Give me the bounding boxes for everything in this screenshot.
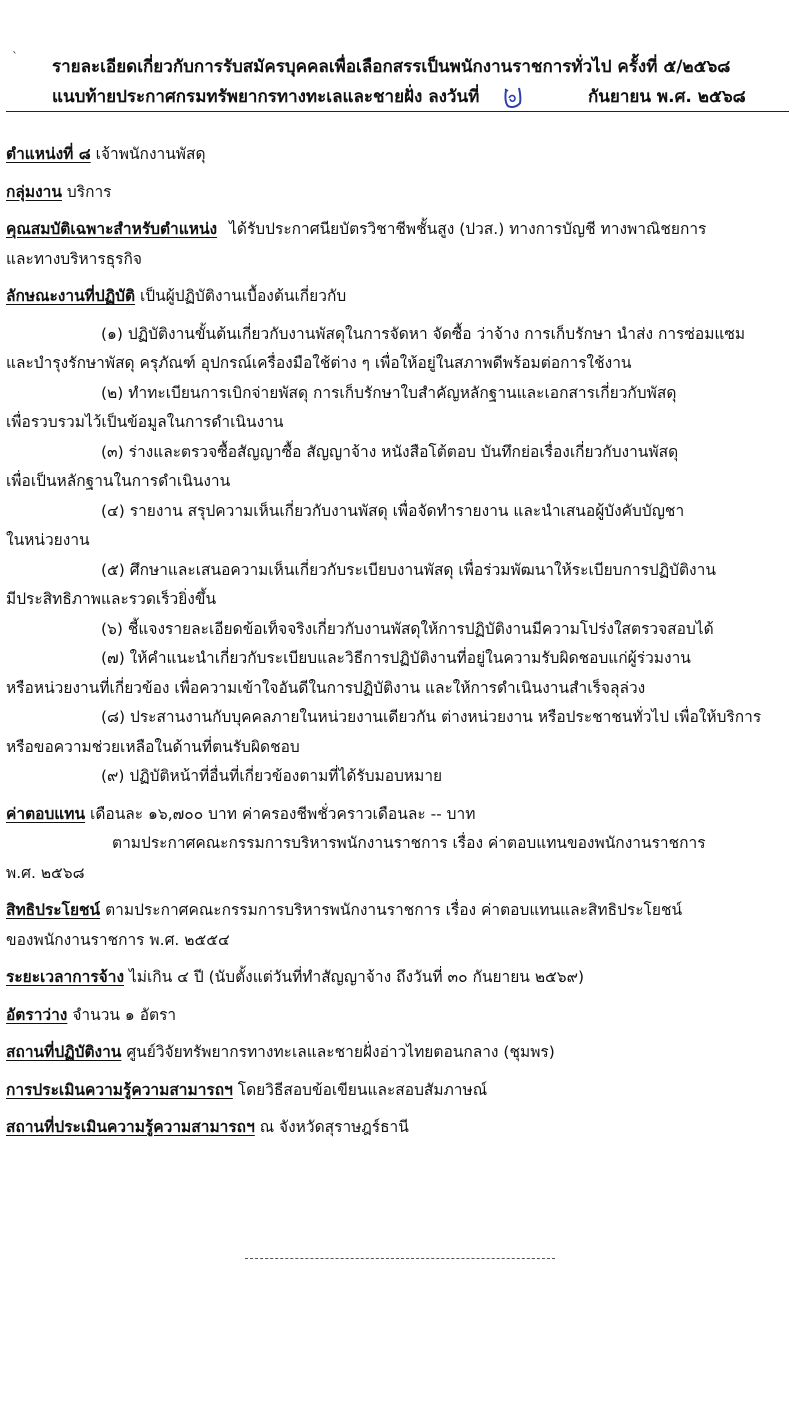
benefits-value-cont: ของพนักงานราชการ พ.ศ. ๒๕๕๔ bbox=[6, 930, 230, 949]
header-line-2 bbox=[52, 82, 767, 112]
assessment-place-row bbox=[6, 1113, 795, 1143]
compensation-reference-year: พ.ศ. ๒๕๖๘ bbox=[6, 863, 85, 882]
header-line-1 bbox=[52, 52, 767, 82]
duty-item: (๕) ศึกษาและเสนอความเห็นเกี่ยวกับระเบียบงานพัสดุ เพื่อร่วมพัฒนาให้ระเบียบการปฏิบัติงาน มีประสิทธิภาพและรวดเร็วยิ่งขึ้น bbox=[6, 560, 716, 608]
stray-mark: ` bbox=[12, 50, 18, 64]
compensation-label: ค่าตอบแทน bbox=[6, 804, 86, 823]
term-row bbox=[6, 963, 795, 993]
qualification-value-cont: และทางบริหารธุรกิจ bbox=[6, 249, 142, 268]
job-group-value: บริการ bbox=[66, 182, 112, 201]
document-header bbox=[52, 52, 767, 112]
compensation-reference: ตามประกาศคณะกรรมการบริหารพนักงานราชการ เรื่อง ค่าตอบแทนของพนักงานราชการ bbox=[112, 834, 706, 852]
header-date-suffix: กันยายน พ.ศ. ๒๕๖๘ bbox=[588, 87, 746, 107]
duties-label: ลักษณะงานที่ปฏิบัติ bbox=[6, 287, 136, 305]
position-label: ตำแหน่งที่ ๘ bbox=[6, 145, 91, 163]
duty-item: (๖) ชี้แจงรายละเอียดข้อเท็จจริงเกี่ยวกับงานพัสดุให้การปฏิบัติงานมีความโปร่งใสตรวจสอบได้ bbox=[101, 619, 714, 638]
end-divider bbox=[245, 1258, 555, 1259]
duty-item: (๓) ร่างและตรวจซื้อสัญญาซื้อ สัญญาจ้าง หนังสือโต้ตอบ บันทึกย่อเรื่องเกี่ยวกับงานพัสดุ เพื่อเป็นหลักฐานในการดำเนินงาน bbox=[6, 442, 679, 490]
vacancy-label: อัตราว่าง bbox=[6, 1005, 68, 1024]
qualification-row bbox=[6, 215, 795, 274]
workplace-value: ศูนย์วิจัยทรัพยากรทางทะเลและชายฝั่งอ่าวไทยตอนกลาง (ชุมพร) bbox=[126, 1043, 555, 1061]
compensation-row bbox=[6, 800, 795, 889]
term-label: ระยะเวลาการจ้าง bbox=[6, 968, 125, 986]
benefits-row bbox=[6, 896, 795, 955]
benefits-label: สิทธิประโยชน์ bbox=[6, 901, 101, 919]
term-value: ไม่เกิน ๔ ปี (นับตั้งแต่วันที่ทำสัญญาจ้าง ถึงวันที่ ๓๐ กันยายน ๒๕๖๙) bbox=[128, 968, 585, 986]
header-subtitle: แนบท้ายประกาศกรมทรัพยากรทางทะเลและชายฝั่ง ลงวันที่ bbox=[52, 87, 480, 107]
duties-row bbox=[6, 282, 795, 312]
qualification-label: คุณสมบัติเฉพาะสำหรับตำแหน่ง bbox=[6, 220, 218, 238]
duty-item: (๘) ประสานงานกับบุคคลภายในหน่วยงานเดียวกัน ต่างหน่วยงาน หรือประชาชนทั่วไป เพื่อให้บริการ หรือขอความช่วยเหลือในด้านที่ตนรับผิดชอบ bbox=[6, 708, 762, 756]
job-group-row bbox=[6, 178, 795, 208]
benefits-value: ตามประกาศคณะกรรมการบริหารพนักงานราชการ เรื่อง ค่าตอบแทนและสิทธิประโยชน์ bbox=[105, 901, 683, 919]
qualification-value: ได้รับประกาศนียบัตรวิชาชีพชั้นสูง (ปวส.) ทางการบัญชี ทางพาณิชยการ bbox=[229, 220, 707, 238]
assessment-value: โดยวิธีสอบข้อเขียนและสอบสัมภาษณ์ bbox=[237, 1080, 488, 1099]
duties-intro: เป็นผู้ปฏิบัติงานเบื้องต้นเกี่ยวกับ bbox=[139, 287, 347, 305]
assessment-label: การประเมินความรู้ความสามารถฯ bbox=[6, 1080, 233, 1099]
duties-list bbox=[6, 320, 795, 792]
vacancy-row bbox=[6, 1001, 795, 1031]
compensation-value: เดือนละ ๑๖,๗๐๐ บาท ค่าครองชีพชั่วคราวเดือนละ -- บาท bbox=[90, 804, 476, 823]
assessment-place-value: ณ จังหวัดสุราษฎร์ธานี bbox=[259, 1118, 409, 1136]
job-group-label: กลุ่มงาน bbox=[6, 182, 62, 201]
workplace-label: สถานที่ปฏิบัติงาน bbox=[6, 1043, 122, 1061]
vacancy-value: จำนวน ๑ อัตรา bbox=[72, 1005, 177, 1024]
position-value: เจ้าพนักงานพัสดุ bbox=[95, 145, 206, 163]
header-rule bbox=[6, 111, 789, 112]
header-title: รายละเอียดเกี่ยวกับการรับสมัครบุคคลเพื่อเลือกสรรเป็นพนักงานราชการทั่วไป ครั้งที่ ๕/๒๕๖๘ bbox=[52, 57, 731, 77]
handwritten-date bbox=[502, 85, 524, 109]
position-row bbox=[6, 140, 795, 170]
duty-item: (๔) รายงาน สรุปความเห็นเกี่ยวกับงานพัสดุ เพื่อจัดทำรายงาน และนำเสนอผู้บังคับบัญชา ในหน่วยงาน bbox=[6, 501, 685, 549]
document-body bbox=[6, 140, 795, 1151]
workplace-row bbox=[6, 1038, 795, 1068]
assessment-place-label: สถานที่ประเมินความรู้ความสามารถฯ bbox=[6, 1118, 255, 1136]
duty-item: (๙) ปฏิบัติหน้าที่อื่นที่เกี่ยวข้องตามที่ได้รับมอบหมาย bbox=[101, 767, 443, 785]
duty-item: (๑) ปฏิบัติงานขั้นต้นเกี่ยวกับงานพัสดุในการจัดหา จัดซื้อ ว่าจ้าง การเก็บรักษา นำส่ง การซ่อมแซม และบำรุงรักษาพัสดุ ครุภัณฑ์ อุปกรณ์เครื่องมือใช้ต่าง ๆ เพื่อให้อยู่ในสภาพดีพร้อมต่อการใช้งาน bbox=[6, 324, 746, 372]
assessment-row bbox=[6, 1076, 795, 1106]
duty-item: (๗) ให้คำแนะนำเกี่ยวกับระเบียบและวิธีการปฏิบัติงานที่อยู่ในความรับผิดชอบแก่ผู้ร่วมงาน หรือหน่วยงานที่เกี่ยวข้อง เพื่อความเข้าใจอันดีในการปฏิบัติงาน และให้การดำเนินงานสำเร็จลุล่วง bbox=[6, 649, 691, 697]
duty-item: (๒) ทำทะเบียนการเบิกจ่ายพัสดุ การเก็บรักษาใบสำคัญหลักฐานและเอกสารเกี่ยวกับพัสดุ เพื่อรวบรวมไว้เป็นข้อมูลในการดำเนินงาน bbox=[6, 383, 677, 431]
